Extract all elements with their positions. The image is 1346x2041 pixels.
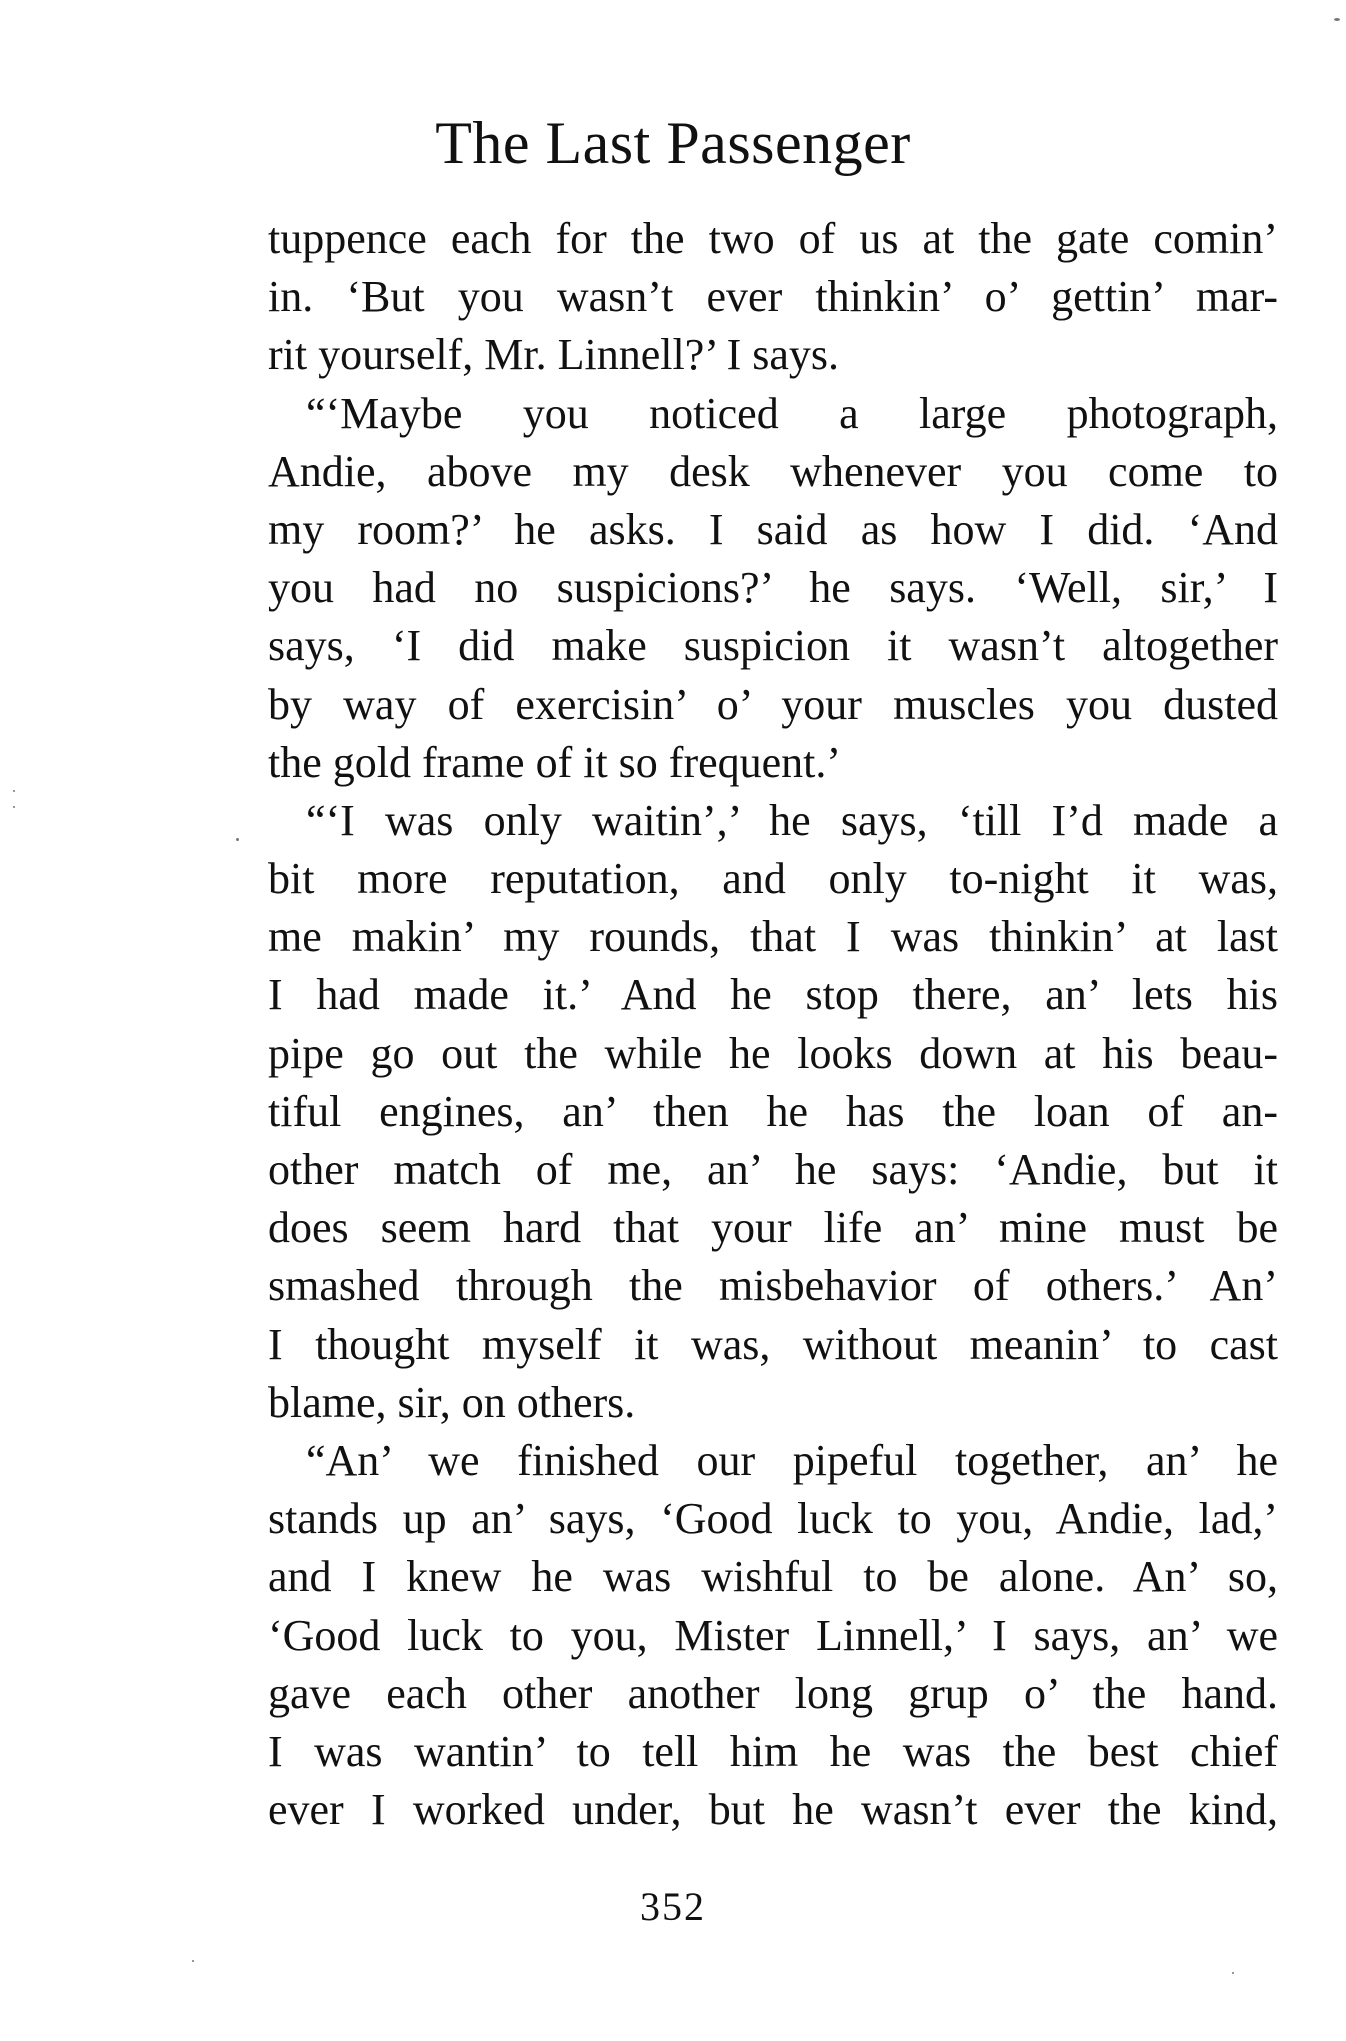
text-line: pipe go out the while he looks down at his beau- (268, 1028, 1278, 1078)
text-line: ‘Good luck to you, Mister Linnell,’ I says, an’ we (268, 1610, 1278, 1660)
text-line: the gold frame of it so frequent.’ (268, 737, 842, 787)
scan-speck (13, 806, 15, 808)
text-line: gave each other another long grup o’ the hand. (268, 1668, 1278, 1718)
scan-speck (192, 1960, 194, 1962)
running-head: The Last Passenger (435, 110, 911, 176)
text-line: tuppence each for the two of us at the gate comin’ (268, 214, 1278, 263)
text-line: does seem hard that your life an’ mine must be (268, 1203, 1278, 1253)
text-line: smashed through the misbehavior of others.’ An’ (268, 1261, 1278, 1311)
scan-speck (236, 838, 239, 841)
text-line: by way of exercisin’ o’ your muscles you dusted (268, 679, 1278, 729)
body-text (268, 210, 1278, 1839)
text-line: me makin’ my rounds, that I was thinkin’ at last (268, 912, 1278, 962)
page-number: 352 (640, 1884, 706, 1929)
text-line: ever I worked under, but he wasn’t ever the kind, (268, 1785, 1278, 1835)
text-line: “‘I was only waitin’,’ he says, ‘till I’d made a (306, 795, 1278, 845)
text-line: stands up an’ says, ‘Good luck to you, Andie, lad,’ (268, 1494, 1278, 1544)
text-line: you had no suspicions?’ he says. ‘Well, sir,’ I (268, 563, 1278, 613)
text-line: I thought myself it was, without meanin’ to cast (268, 1319, 1278, 1369)
text-line: in. ‘But you wasn’t ever thinkin’ o’ gettin’ mar- (268, 272, 1278, 322)
text-line: other match of me, an’ he says: ‘Andie, but it (268, 1145, 1278, 1194)
text-line: my room?’ he asks. I said as how I did. ‘And (268, 504, 1278, 554)
text-line: rit yourself, Mr. Linnell?’ I says. (268, 330, 840, 380)
text-line: bit more reputation, and only to-night it was, (268, 854, 1278, 904)
text-line: tiful engines, an’ then he has the loan of an- (268, 1086, 1278, 1136)
text-line: I was wantin’ to tell him he was the best chief (268, 1726, 1278, 1776)
text-line: Andie, above my desk whenever you come to (268, 446, 1278, 496)
text-line: “An’ we finished our pipeful together, an’ he (306, 1435, 1278, 1485)
scan-speck (13, 790, 15, 792)
text-line: blame, sir, on others. (268, 1377, 636, 1427)
text-line: and I knew he was wishful to be alone. An’ so, (268, 1552, 1278, 1602)
text-line: says, ‘I did make suspicion it wasn’t altogether (268, 621, 1278, 671)
text-line: I had made it.’ And he stop there, an’ lets his (268, 970, 1278, 1020)
scan-speck (1232, 1972, 1234, 1974)
text-line: “‘Maybe you noticed a large photograph, (306, 388, 1278, 438)
scan-speck (1334, 18, 1340, 21)
